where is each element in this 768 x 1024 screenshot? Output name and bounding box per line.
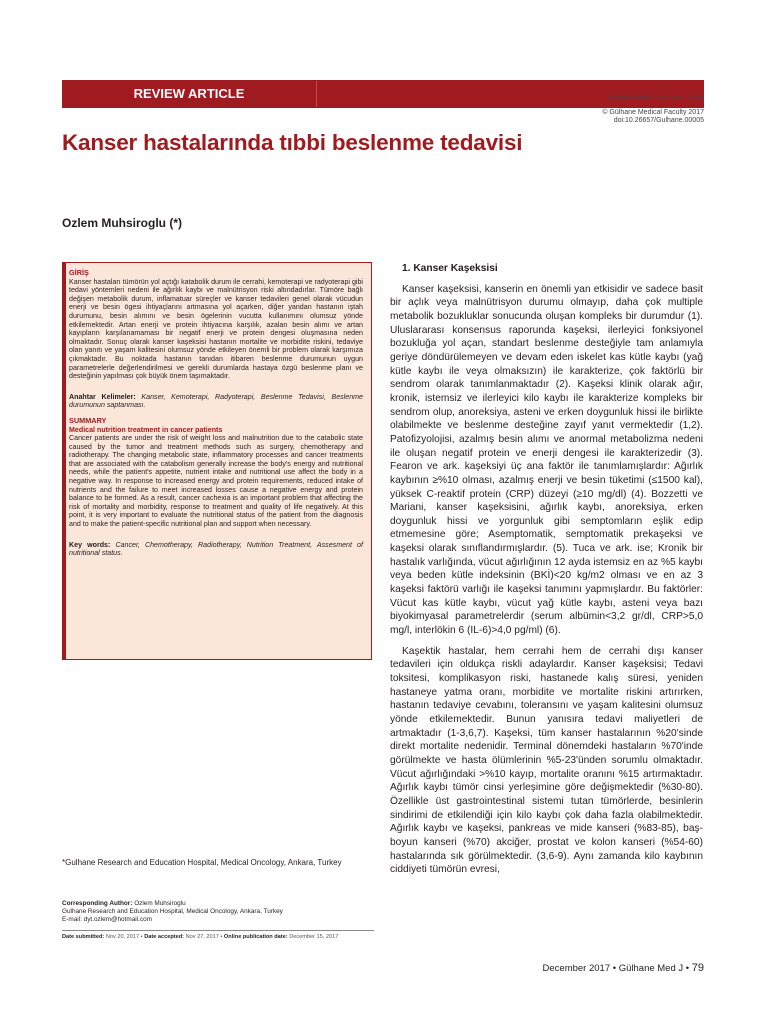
dates-divider [62, 930, 374, 931]
keywords-en-values: Cancer, Chemotherapy, Radiotherapy, Nutrition Treatment, Assesment of nutritional status. [69, 540, 363, 558]
abstract-box [62, 262, 372, 660]
keywords-en [69, 541, 363, 558]
correspondence-name: Ozlem Muhsiroglu [134, 900, 186, 907]
footer-text: December 2017 • Gülhane Med J • [542, 963, 690, 974]
section-heading: 1. Kanser Kaşeksisi [402, 263, 498, 274]
article-title: Kanser hastalarında tıbbi beslenme tedavisi [62, 130, 523, 155]
article-type-label: REVIEW ARTICLE [62, 81, 317, 107]
doi-link[interactable]: doi:10.26657/Gulhane.00005 [613, 117, 704, 124]
correspondence-label: Corresponding Author: [62, 900, 133, 907]
abstract-en-subtitle: Medical nutrition treatment in cancer patients [69, 425, 223, 434]
abstract-tr-text: Kanser hastaları tümörün yol açtığı katabolik durum ile cerrahi, kemoterapi ve radyoterapi gibi tedavi yöntemleri nedeni ile ağırlık kaybı ve malnütrisyon riski altındadırlar. Tümöre bağlı değişen metabolik durum, inflamatuar süreçler ve kanser tedavileri genel olarak vücudun enerji ve besin ögesi ihtiyaçlarını artmasına yol açarken, diğer yandan hastanın iştah durumunu, besin alımını ve besin ögelerinin vucutta kullanımını olumsuz yönde etkilemektedir. Artan enerji ve protein ihtiyacına karşılık, azalan besin alımı ve artan kayıpların karşılanamaması bir negatif enerji ve protein dengesi oluşmasına neden olmaktadır. Sonuç olarak kanser kaşeksisi hastanın mortalite ve morbidite riskini, tedaviye olan yanıtı ve yaşam kalitesini olumsuz yönde etkileyen önemli bir problem olarak karşımıza çıkmaktadır. Bu noktada hastanın tanıdan itibaren beslenme durumunun uygun parametrelerle değerlendirilmesi ve gerekli durumlarda hastaya özgü beslenme planı ve desteğinin yapılması çok büyük önem taşımaktadır. [69, 277, 363, 381]
abstract-en-heading: SUMMARY [69, 415, 107, 425]
body-column [390, 262, 703, 877]
journal-reference: Gülhane Med J 2017;59: 79-86 [607, 95, 704, 102]
body-paragraph-1: Kanser kaşeksisi, kanserin en önemli yan etkisidir ve sadece basit bir açlık veya malnütrisyon durumu olmayıp, daha çok multiple metabolik bozukluklar sonucunda oluşan kompleks bir durumdur (1). Uluslararası konsensus raporunda kaşeksi, ilerleyici fonksiyonel bozukluğa yol açan, standart beslenme desteğiyle tam anlamıyla geriye döndürülemeyen ve devam eden iskelet kas kütle kaybı (yağ kütle kaybı ile veya olmaksızın) ile karakterize, çok faktörlü bir sendrom olarak tanımlanmaktadır (2). Kaşeksi klinik olarak ağır, kronik, istemsiz ve ilerleyici kilo kaybı ile karakterize kompleks bir sendrom olup, anoreksiya, asteni ve erken doygunluk hissi ile birlikte olabilmekte ve beslenme desteğine zayıf yanıt vermektedir (1,2). Patofizyolojisi, azalmış besin alımı ve anormal metabolizma nedeni ile oluşan negatif protein ve enerji dengesi ile karakterizedir (3). Fearon ve ark. kaşeksiyi üç ana faktör ile tanımlamışlardır: Ağırlık kaybının ≥%10 olması, azalmış enerji ve besin tüketimi (≤1500 kal), yüksek C-reaktif protein (CRP) düzeyi (≥10 mg/dl) (4). Bozzetti ve Mariani, kanser kaşeksisini, ağırlık kaybı, anoreksiya, erken doygunluk hissi ve yorgunluk gibi semptomların eşlik edip etmemesine göre; Asemptomatik, semptomatik prekaşeksi ve kaşeksi olarak sınıflandırmışlardır. (5). Tuca ve ark. ise; Kronik bir hastalık varlığında, vücut ağırlığının 12 ayda istemsiz en az %5 kaybı veya beden kütle indeksinin (BKİ)<20 kg/m2 olması ve en az 3 kaşeksi faktörü varlığı ile kaşeksi tanımını yapmışlardır. Bu faktörler: Vücut kas kütle kaybı, vücut yağ kütle kaybı, asteni veya bazı biyokimyasal parametrelerdir (serum albümin<3,2 gr/dl, CRP>5,0 mg/l, interlökin 6 (IL-6)>4,0 pg/ml) (6). [390, 283, 703, 637]
date-online-label: Online publication date: [223, 934, 288, 940]
publication-dates: Date submitted: Nov 20, 2017 • Date accepted: Nov 27, 2017 • Online publication date: December 15, 2017 [62, 934, 339, 940]
copyright-notice: © Gülhane Medical Faculty 2017 [602, 109, 704, 116]
keywords-tr-label: Anahtar Kelimeler: [69, 392, 136, 401]
abstract-en-text: Cancer patients are under the risk of weight loss and malnutrition due to the catabolic state caused by the tumor and treatment methods such as surgery, chemotherapy and radiotherapy. The changing metabolic state, inflammatory processes and cancer treatments that are associated with the catabolism generally increase the body's energy and nutritional needs, while the patient's appetite, nutrient intake and nutritional use affect the body in a negative way. In response to increased energy and protein requirements, reduced intake of nutrients and the failure to meet increased losses cause a negative energy and protein balance to be formed. As a result, cancer cachexia is an important problem that affecting the risk of mortality and morbidity, response to treatment and quality of life negatively. At this point, it is very important to evaluate the nutritional status of the patient from the diagnosis and to make the patient-specific nutritional plan and support when necessary. [69, 434, 363, 529]
abstract-tr-heading: GİRİŞ [69, 268, 89, 277]
date-accepted: Nov 27, 2017 [185, 934, 219, 940]
date-submitted-label: Date submitted: [62, 934, 105, 940]
body-paragraph-2: Kaşektik hastalar, hem cerrahi hem de cerrahi dışı kanser tedavileri için oldukça riskli adaylardır. Kanser kaşeksisi; Tedavi toksitesi, komplikasyon riski, hastanede kalış süresi, yeniden hastaneye yatma oranı, morbidite ve mortalite riskini artırırken, hastanın tedaviye cevabını, toleransını ve yaşam kalitesini olumsuz yönde etkilemektedir. Bunun yanısıra tedavi maliyetleri de artmaktadır (1-3,6,7). Kaşeksi, tüm kanser hastalarının %20'sinde direkt mortalite nedenidir. Terminal dönemdeki hastaların %70'inde görülmekte ve hasta ölümlerinin %5-23'ünden sorumlu olmaktadır. Vücut ağırlığındaki >%10 kayıp, mortalite oranını %15 artırmaktadır. Ağırlık kaybı tümör cinsi yerleşimine göre değişmektedir (%30-80). Özellikle üst gastrointestinal sistemi tutan tümörlerde, besinlerin sindirimi de etkilendiği için kilo kaybı çok daha fazla olabilmektedir. Ağırlık kaybı ve kaşeksi, pankreas ve mide kanseri (%83-85), baş-boyun kanseri (%70) akciğer, prostat ve kolon kanseri (%54-60) hastalarında sık görülmektedir. (3,6-9). Aynı zamanda kilo kaybının ciddiyeti tümörün evresi, [390, 645, 703, 876]
page-number: 79 [691, 962, 704, 974]
correspondence-email[interactable]: E-mail: dyt.ozlem@hotmail.com [62, 916, 152, 923]
page-footer [543, 962, 704, 974]
date-online: December 15, 2017 [289, 934, 339, 940]
date-submitted: Nov 20, 2017 [105, 934, 140, 940]
keywords-tr [69, 393, 363, 410]
keywords-en-label: Key words: [69, 540, 111, 549]
author-affiliation: *Gulhane Research and Education Hospital, Medical Oncology, Ankara, Turkey [62, 858, 342, 867]
keywords-tr-values: Kanser, Kemoterapi, Radyoterapi, Beslenme Tedavisi, Beslenme durumunun saptanması. [69, 392, 364, 410]
author-name: Ozlem Muhsiroglu (*) [62, 216, 182, 230]
correspondence-block [62, 900, 372, 924]
date-accepted-label: Date accepted: [144, 934, 184, 940]
correspondence-institution: Gulhane Research and Education Hospital, Medical Oncology, Ankara, Turkey [62, 908, 283, 915]
